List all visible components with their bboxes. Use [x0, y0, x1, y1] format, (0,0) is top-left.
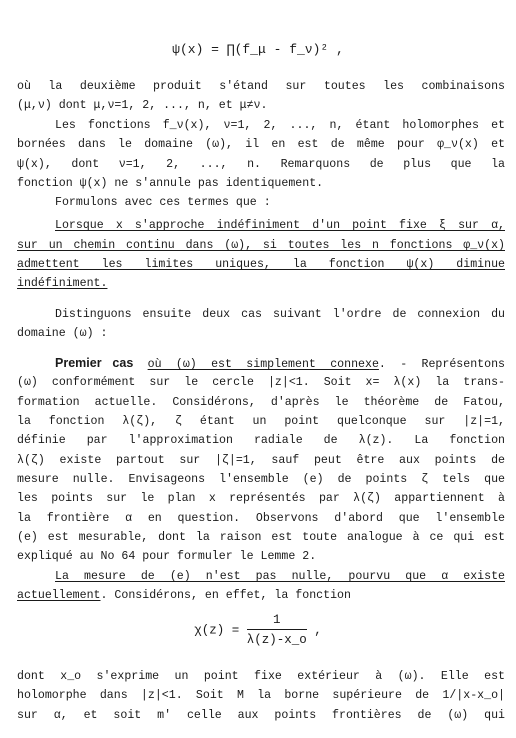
fraction — [247, 612, 307, 648]
fraction-tail: , — [314, 623, 322, 638]
fraction-lhs: χ(z) = — [194, 623, 240, 638]
text-line-13: domaine (ω) : — [17, 327, 108, 340]
text-line-16: formation actuelle. Considérons, d'après le théorème de Fatou, — [17, 396, 505, 409]
text-line-3: Les fonctions f_ν(x), ν=1, 2, ..., n, étant holomorphes et — [55, 119, 505, 132]
text-line-11: indéfiniment. — [17, 277, 108, 290]
text-line-17: la fonction λ(ζ), ζ étant un point quelconque sur |z|=1, — [17, 415, 505, 428]
text-line-9: sur un chemin continu dans (ω), si toutes les n fonctions φ_ν(x) — [17, 239, 505, 252]
text-line-1: où la deuxième produit s'étand sur toutes les combinaisons — [17, 80, 505, 93]
text-line-22: la frontière α en question. Observons d'abord que l'ensemble — [17, 512, 505, 525]
text-line-20: mesure nulle. Envisageons l'ensemble (e) de points ζ tels que — [17, 473, 505, 486]
text-line-24: expliqué au No 64 pour formuler le Lemme 2. — [17, 550, 317, 563]
equation-chi — [0, 612, 516, 648]
text-line-29: sur α, et soit m' celle aux points frontières de (ω) qui — [17, 709, 505, 722]
underlined-actuellement: actuellement — [17, 589, 101, 602]
underlined-phrase: où (ω) est simplement connexe — [147, 358, 379, 371]
text-line-27: dont x_o s'exprime un point fixe extérieur à (ω). Elle est — [17, 670, 505, 683]
text-line-23: (e) est mesurable, dont la raison est toute analogue à ce qui est — [17, 531, 505, 544]
text-line-12: Distinguons ensuite deux cas suivant l'ordre de connexion du — [55, 308, 505, 321]
text-line-26: actuellement. Considérons, en effet, la fonction — [17, 589, 351, 602]
text-line-4: bornées dans le domaine (ω), il en est de même pour φ_ν(x) et — [17, 138, 505, 151]
text-line-7: Formulons avec ces termes que : — [55, 196, 271, 209]
text-line-8: Lorsque x s'approche indéfiniment d'un point fixe ξ sur α, — [55, 219, 505, 232]
text-line-14: Premier cas où (ω) est simplement connexe. - Représentons — [55, 356, 505, 371]
equation-psi: ψ(x) = ∏(f_μ - f_ν)² , — [172, 42, 344, 57]
text-line-28: holomorphe dans |z|<1. Soit M la borne supérieure de 1/|x-x_o| — [17, 689, 505, 702]
text-line-15: (ω) conformément sur le cercle |z|<1. Soit x= λ(x) la trans- — [17, 376, 505, 389]
text-line-18: définie par l'approximation radiale de λ(z). La fonction — [17, 434, 505, 447]
text-line-2: (μ,ν) dont μ,ν=1, 2, ..., n, et μ≠ν. — [17, 99, 268, 112]
fraction-numerator: 1 — [247, 612, 307, 630]
text-line-5: ψ(x), dont ν=1, 2, ..., n. Remarquons de plus que la — [17, 158, 505, 171]
text-line-25: La mesure de (e) n'est pas nulle, pourvu que α existe — [55, 570, 505, 583]
heading-premier-cas: Premier cas — [55, 356, 134, 370]
text-line-6: fonction ψ(x) ne s'annule pas identiquement. — [17, 177, 324, 190]
fraction-denominator: λ(z)-x_o — [246, 633, 307, 647]
text-line-10: admettent les limites uniques, la fonction ψ(x) diminue — [17, 258, 505, 271]
text-line-21: les points sur le plan x représentés par λ(ζ) appartiennent à — [17, 492, 505, 505]
text-line-19: λ(ζ) existe partout sur |ζ|=1, sauf peut être aux points de — [17, 454, 505, 467]
